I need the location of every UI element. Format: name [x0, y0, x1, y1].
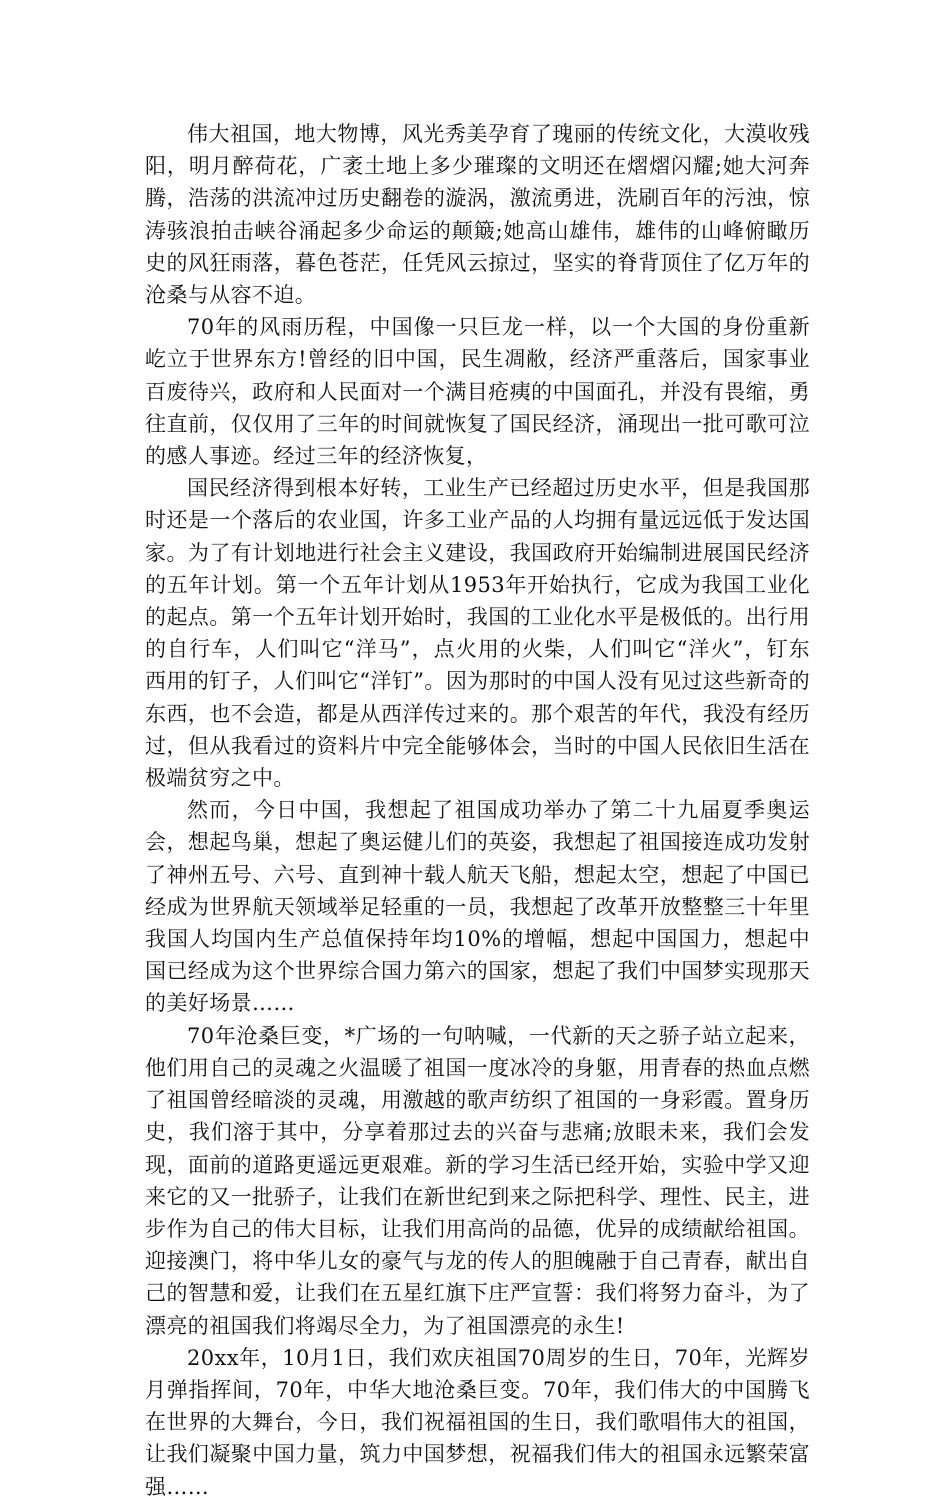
paragraph-1: 伟大祖国，地大物博，风光秀美孕育了瑰丽的传统文化，大漠收残阳，明月醉荷花，广袤土地上多少璀璨的文明还在熠熠闪耀;她大河奔腾，浩荡的洪流冲过历史翻卷的漩涡，激流勇进，洗刷百年的污浊，惊涛骇浪拍击峡谷涌起多少命运的颠簸;她高山雄伟，雄伟的山峰俯瞰历史的风狂雨落，暮色苍茫，任凭风云掠过，坚实的脊背顶住了亿万年的沧桑与从容不迫。: [145, 122, 810, 308]
paragraph-4: 然而，今日中国，我想起了祖国成功举办了第二十九届夏季奥运会，想起鸟巢，想起了奥运健儿们的英姿，我想起了祖国接连成功发射了神州五号、六号、直到神十载人航天飞船，想起太空，想起了中国已经成为世界航天领域举足轻重的一员，我想起了改革开放整整三十年里我国人均国内生产总值保持年均10%的增幅，想起中国国力，想起中国已经成为这个世界综合国力第六的国家，想起了我们中国梦实现那天的美好场景……: [145, 798, 810, 1016]
paragraph-3: 国民经济得到根本好转，工业生产已经超过历史水平，但是我国那时还是一个落后的农业国，许多工业产品的人均拥有量远远低于发达国家。为了有计划地进行社会主义建设，我国政府开始编制进展国民经济的五年计划。第一个五年计划从1953年开始执行，它成为我国工业化的起点。第一个五年计划开始时，我国的工业化水平是极低的。出行用的自行车，人们叫它“洋马”，点火用的火柴，人们叫它“洋火”，钉东西用的钉子，人们叫它“洋钉”。因为那时的中国人没有见过这些新奇的东西，也不会造，都是从西洋传过来的。那个艰苦的年代，我没有经历过，但从我看过的资料片中完全能够体会，当时的中国人民依旧生活在极端贫穷之中。: [145, 476, 810, 791]
document-body: [145, 118, 810, 1503]
paragraph-5: 70年沧桑巨变，*广场的一句呐喊，一代新的天之骄子站立起来，他们用自己的灵魂之火温暖了祖国一度冰冷的身躯，用青春的热血点燃了祖国曾经暗淡的灵魂，用激越的歌声纺织了祖国的一身彩霞。置身历史，我们溶于其中，分享着那过去的兴奋与悲痛;放眼未来，我们会发现，面前的道路更遥远更艰难。新的学习生活已经开始，实验中学又迎来它的又一批骄子，让我们在新世纪到来之际把科学、理性、民主，进步作为自己的伟大目标，让我们用高尚的品德，优异的成绩献给祖国。迎接澳门，将中华儿女的豪气与龙的传人的胆魄融于自己青春，献出自己的智慧和爱，让我们在五星红旗下庄严宣誓：我们将努力奋斗，为了漂亮的祖国我们将竭尽全力，为了祖国漂亮的永生!: [145, 1023, 810, 1338]
paragraph-6: 20xx年，10月1日，我们欢庆祖国70周岁的生日，70年，光辉岁月弹指挥间，70年，中华大地沧桑巨变。70年，我们伟大的中国腾飞在世界的大舞台，今日，我们祝福祖国的生日，我们歌唱伟大的祖国，让我们凝聚中国力量，筑力中国梦想，祝福我们伟大的祖国永远繁荣富强……: [145, 1345, 810, 1499]
paragraph-2: 70年的风雨历程，中国像一只巨龙一样，以一个大国的身份重新屹立于世界东方!曾经的旧中国，民生凋敝，经济严重落后，国家事业百废待兴，政府和人民面对一个满目疮痍的中国面孔，并没有畏缩，勇往直前，仅仅用了三年的时间就恢复了国民经济，涌现出一批可歌可泣的感人事迹。经过三年的经济恢复，: [145, 315, 810, 469]
